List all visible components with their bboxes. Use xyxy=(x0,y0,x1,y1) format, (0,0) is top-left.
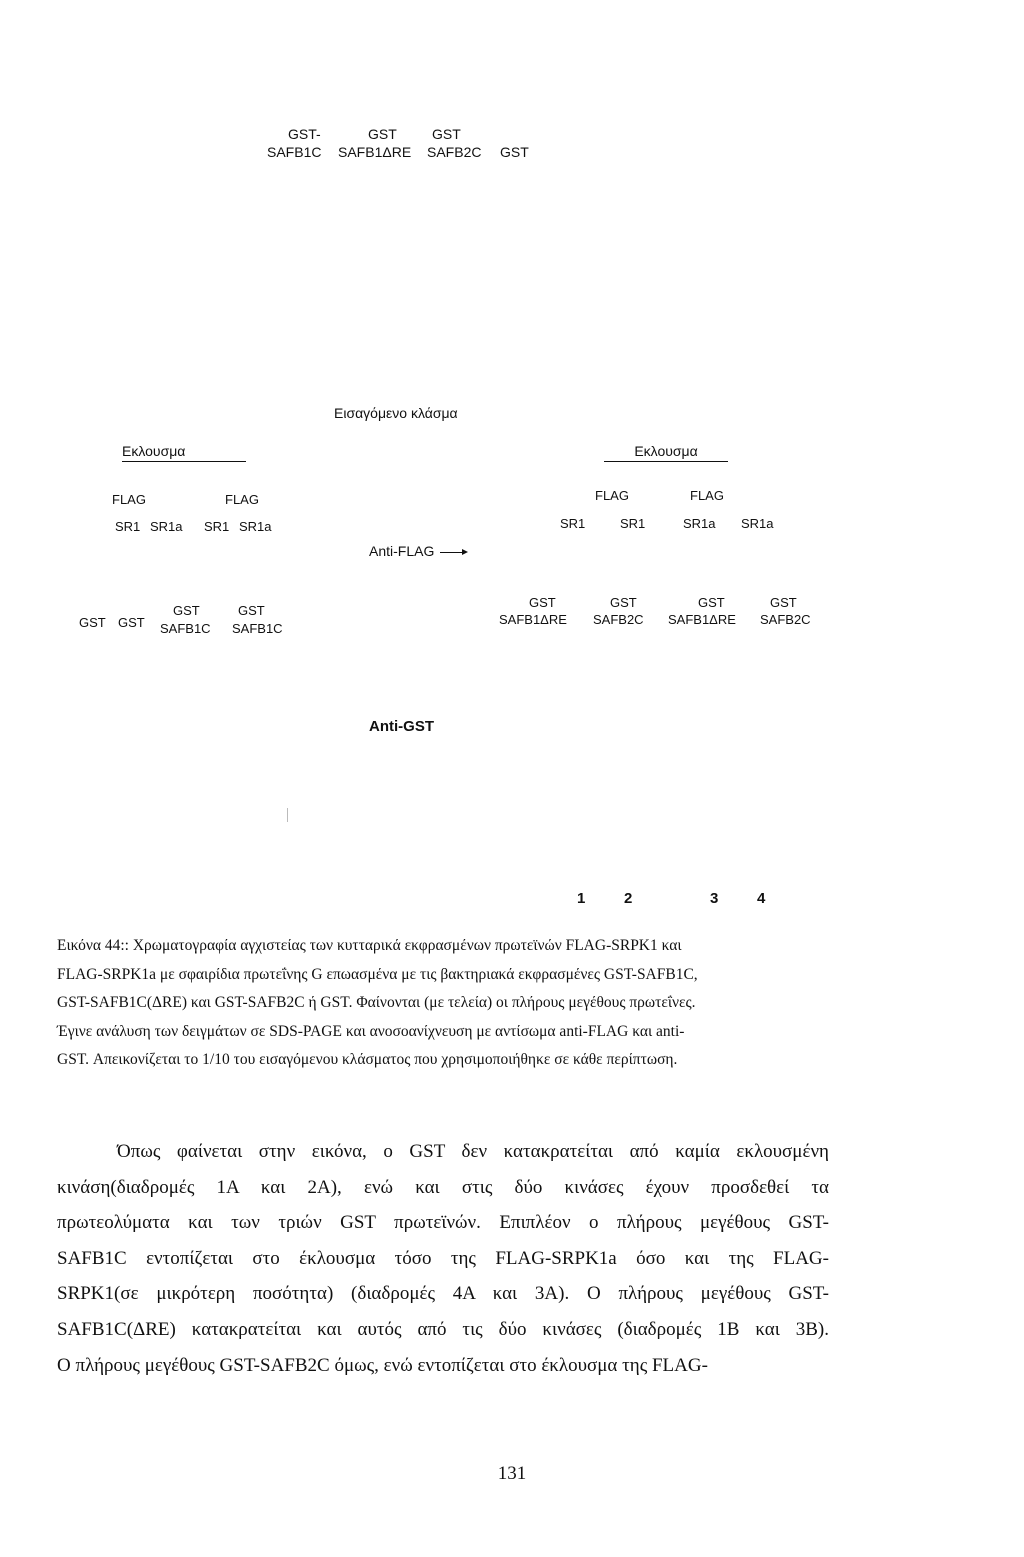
left-lane-sr1-a: SR1 xyxy=(115,519,141,534)
top-header-gst-dash: GST- xyxy=(288,126,321,142)
right-safb2c-label-2: SAFB2C xyxy=(760,612,811,627)
right-lane-sr1a-a: SR1a xyxy=(683,516,716,531)
left-gst-label-2: GST xyxy=(118,615,145,630)
lane-number-2: 2 xyxy=(624,890,633,907)
page-number: 131 xyxy=(497,1463,527,1484)
lane-number-1: 1 xyxy=(577,890,586,907)
top-header-gst-2: GST xyxy=(432,126,461,142)
body-line: SRPK1(σε μικρότερη ποσότητα) (διαδρομές 4Α και 3Α). Ο πλήρους μεγέθους GST- xyxy=(57,1283,829,1305)
body-line: Ο πλήρους μεγέθους GST-SAFB2C όμως, ενώ εντοπίζεται στο έκλουσμα της FLAG- xyxy=(57,1354,708,1376)
left-lane-sr1a-b: SR1a xyxy=(239,519,272,534)
right-gst-label-3: GST xyxy=(698,595,725,610)
left-safb1c-label-2: SAFB1C xyxy=(232,621,283,636)
input-fraction-label: Εισαγόμενο κλάσμα xyxy=(334,405,458,421)
right-safb1dre-label-2: SAFB1ΔRE xyxy=(668,612,736,627)
right-lane-sr1-a: SR1 xyxy=(560,516,586,531)
body-paragraph xyxy=(57,1134,829,1383)
left-gst-label-3: GST xyxy=(173,603,200,618)
right-flag-label-2: FLAG xyxy=(690,488,724,503)
top-header-safb1c: SAFB1C xyxy=(267,144,322,160)
right-gst-label-4: GST xyxy=(770,595,797,610)
body-line: κινάση(διαδρομές 1Α και 2Α), ενώ και στις δύο κινάσες έχουν προσδεθεί τα xyxy=(57,1176,829,1198)
left-lane-sr1-b: SR1 xyxy=(204,519,230,534)
caption-line: Έγινε ανάλυση των δειγμάτων σε SDS-PAGE και ανοσοανίχνευση με αντίσωμα anti-FLAG και anti- xyxy=(57,1022,685,1040)
left-safb1c-label-1: SAFB1C xyxy=(160,621,211,636)
anti-flag-label xyxy=(369,543,466,559)
right-eluate-label: Εκλουσμα xyxy=(604,443,728,462)
lane-number-3: 3 xyxy=(710,890,719,907)
lane-number-4: 4 xyxy=(757,890,766,907)
right-flag-label-1: FLAG xyxy=(595,488,629,503)
left-flag-label-2: FLAG xyxy=(225,492,259,507)
right-gst-label-2: GST xyxy=(610,595,637,610)
body-line: SAFB1C εντοπίζεται στο έκλουσμα τόσο της FLAG-SRPK1a όσο και της FLAG- xyxy=(57,1247,829,1269)
body-line: Όπως φαίνεται στην εικόνα, ο GST δεν κατακρατείται από καμία εκλουσμένη xyxy=(117,1141,829,1162)
caption-line: GST-SAFB1C(ΔRE) και GST-SAFB2C ή GST. Φαίνονται (με τελεία) οι πλήρους μεγέθους πρωτεΐνες. xyxy=(57,994,696,1011)
top-header-safb1dre: SAFB1ΔRE xyxy=(338,144,412,160)
left-eluate-label: Εκλουσμα xyxy=(122,443,246,462)
anti-flag-text: Anti-FLAG xyxy=(369,543,435,559)
body-line: SAFB1C(ΔRE) κατακρατείται και αυτός από τις δύο κινάσες (διαδρομές 1Β και 3Β). xyxy=(57,1318,829,1340)
caption-line: Εικόνα 44:: Χρωματογραφία αγχιστείας των κυτταρικά εκφρασμένων πρωτεϊνών FLAG-SRPK1 και xyxy=(57,937,682,954)
right-safb1dre-label-1: SAFB1ΔRE xyxy=(499,612,567,627)
body-line: πρωτεολύματα και των τριών GST πρωτεϊνών. Επιπλέον ο πλήρους μεγέθους GST- xyxy=(57,1212,829,1234)
right-lane-sr1-b: SR1 xyxy=(620,516,646,531)
caption-line: FLAG-SRPK1a με σφαιρίδια πρωτεΐνης G επωασμένα με τις βακτηριακά εκφρασμένες GST-SAFB1C, xyxy=(57,965,698,983)
left-gst-label-1: GST xyxy=(79,615,106,630)
left-gst-label-4: GST xyxy=(238,603,265,618)
top-header-safb2c: SAFB2C xyxy=(427,144,482,160)
right-gst-label-1: GST xyxy=(529,595,556,610)
arrow-right-icon xyxy=(440,552,466,553)
left-lane-sr1a-a: SR1a xyxy=(150,519,183,534)
right-safb2c-label-1: SAFB2C xyxy=(593,612,644,627)
left-flag-label-1: FLAG xyxy=(112,492,146,507)
gel-marker-tick xyxy=(287,808,288,822)
top-header-gst-1: GST xyxy=(368,126,397,142)
right-lane-sr1a-b: SR1a xyxy=(741,516,774,531)
caption-line: GST. Απεικονίζεται το 1/10 του εισαγόμενου κλάσματος που χρησιμοποιήθηκε σε κάθε περίπτωση. xyxy=(57,1051,678,1068)
figure-caption xyxy=(57,932,837,1075)
top-header-gst-3: GST xyxy=(500,144,529,160)
anti-gst-label: Anti-GST xyxy=(369,718,434,735)
